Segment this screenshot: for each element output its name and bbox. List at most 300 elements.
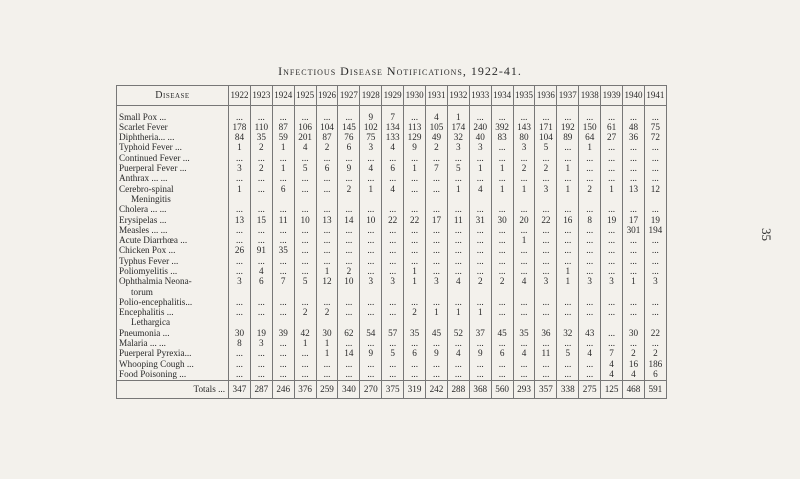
table-cell: ... (404, 106, 426, 123)
table-cell (601, 287, 623, 297)
table-cell: ... (272, 225, 294, 235)
table-cell: ... (513, 297, 535, 307)
table-cell: ... (535, 106, 557, 123)
table-cell: ... (250, 106, 272, 123)
table-cell: 1 (404, 277, 426, 287)
table-cell (513, 287, 535, 297)
table-cell (447, 318, 469, 328)
table-cell: 9 (338, 163, 360, 173)
table-cell: ... (535, 153, 557, 163)
table-cell: ... (360, 246, 382, 256)
table-cell: ... (557, 236, 579, 246)
table-row (117, 328, 667, 338)
table-cell (382, 194, 404, 204)
table-cell: ... (469, 153, 491, 163)
table-cell: ... (338, 174, 360, 184)
table-cell: 4 (601, 369, 623, 380)
table-cell: ... (294, 246, 316, 256)
table-cell: ... (426, 256, 448, 266)
table-cell: ... (360, 308, 382, 318)
table-cell: 15 (250, 215, 272, 225)
table-cell: ... (294, 225, 316, 235)
table-cell: ... (601, 266, 623, 276)
table-cell: ... (294, 205, 316, 215)
table-cell: ... (229, 266, 251, 276)
table-cell: ... (360, 339, 382, 349)
table-cell: ... (360, 205, 382, 215)
table-cell: 1 (557, 277, 579, 287)
table-cell: ... (404, 174, 426, 184)
table-cell: 1 (447, 308, 469, 318)
table-cell: ... (316, 174, 338, 184)
table-cell: 62 (338, 328, 360, 338)
table-cell: ... (250, 308, 272, 318)
table-cell: 301 (623, 225, 645, 235)
table-cell: 87 (272, 122, 294, 132)
table-row (117, 349, 667, 359)
table-cell: 6 (404, 349, 426, 359)
table-cell: 30 (316, 328, 338, 338)
table-cell: ... (447, 359, 469, 369)
table-cell: ... (294, 236, 316, 246)
table-cell: ... (360, 236, 382, 246)
column-header-year: 1927 (338, 86, 360, 106)
table-cell: ... (535, 174, 557, 184)
table-row (117, 256, 667, 266)
totals-cell: 246 (272, 380, 294, 398)
table-cell (644, 194, 666, 204)
table-cell: ... (601, 328, 623, 338)
table-cell: 6 (491, 349, 513, 359)
table-cell: 2 (535, 163, 557, 173)
table-cell: 9 (469, 349, 491, 359)
table-cell: ... (644, 308, 666, 318)
table-cell: ... (469, 339, 491, 349)
table-row (117, 318, 667, 328)
table-cell (426, 287, 448, 297)
table-cell: ... (623, 163, 645, 173)
table-cell (535, 318, 557, 328)
table-cell: ... (272, 256, 294, 266)
disease-name: Whooping Cough ... (117, 359, 229, 369)
table-cell: 27 (601, 133, 623, 143)
table-cell: ... (316, 297, 338, 307)
table-cell: ... (644, 163, 666, 173)
table-cell: ... (250, 256, 272, 266)
table-cell: ... (557, 153, 579, 163)
table-cell: 6 (316, 163, 338, 173)
table-cell: ... (382, 297, 404, 307)
table-cell: 84 (229, 133, 251, 143)
table-cell: 9 (360, 349, 382, 359)
table-cell: ... (272, 349, 294, 359)
table-row (117, 194, 667, 204)
table-cell: ... (404, 369, 426, 380)
totals-cell: 368 (469, 380, 491, 398)
totals-cell: 287 (250, 380, 272, 398)
table-cell: ... (469, 174, 491, 184)
table-cell: 143 (513, 122, 535, 132)
column-header-year: 1930 (404, 86, 426, 106)
table-cell: 4 (382, 184, 404, 194)
table-cell: 36 (623, 133, 645, 143)
table-cell: ... (272, 236, 294, 246)
table-cell: 110 (250, 122, 272, 132)
table-row (117, 153, 667, 163)
table-cell (644, 287, 666, 297)
table-cell: ... (272, 359, 294, 369)
disease-name: Ophthalmia Neona- (117, 277, 229, 287)
disease-name: Measles ... ... (117, 225, 229, 235)
table-cell: ... (601, 256, 623, 266)
table-cell: 9 (404, 143, 426, 153)
disease-name: Anthrax ... ... (117, 174, 229, 184)
table-cell (469, 194, 491, 204)
table-cell (294, 287, 316, 297)
disease-name: Erysipelas ... (117, 215, 229, 225)
table-cell: ... (338, 359, 360, 369)
table-cell: 17 (623, 215, 645, 225)
table-cell: ... (557, 339, 579, 349)
table-cell: ... (469, 359, 491, 369)
table-body (117, 106, 667, 399)
table-cell: ... (447, 266, 469, 276)
totals-cell: 288 (447, 380, 469, 398)
table-cell: ... (579, 174, 601, 184)
disease-name: Polio-encephalitis... (117, 297, 229, 307)
table-cell: 11 (535, 349, 557, 359)
table-cell: ... (623, 174, 645, 184)
table-cell: 7 (601, 349, 623, 359)
table-cell: ... (272, 308, 294, 318)
table-cell: ... (426, 266, 448, 276)
table-cell: ... (338, 256, 360, 266)
table-cell: 2 (250, 163, 272, 173)
totals-cell: 375 (382, 380, 404, 398)
table-cell: 3 (250, 339, 272, 349)
table-row (117, 225, 667, 235)
disease-name: Typhoid Fever ... (117, 143, 229, 153)
table-cell: ... (316, 205, 338, 215)
table-cell: ... (535, 308, 557, 318)
table-cell: ... (229, 308, 251, 318)
table-cell: ... (426, 236, 448, 246)
column-header-year: 1935 (513, 86, 535, 106)
column-header-year: 1924 (272, 86, 294, 106)
table-cell: ... (557, 225, 579, 235)
table-cell: ... (513, 339, 535, 349)
table-cell: 4 (469, 184, 491, 194)
table-cell: ... (404, 246, 426, 256)
table-cell: ... (360, 359, 382, 369)
table-cell: ... (644, 153, 666, 163)
table-cell: 37 (469, 328, 491, 338)
table-cell: ... (272, 339, 294, 349)
table-cell: ... (469, 236, 491, 246)
table-cell: ... (491, 143, 513, 153)
totals-cell: 340 (338, 380, 360, 398)
table-cell: 3 (229, 277, 251, 287)
table-cell: ... (404, 205, 426, 215)
table-cell: 10 (360, 215, 382, 225)
table-cell: 13 (623, 184, 645, 194)
table-cell: ... (623, 143, 645, 153)
table-row (117, 236, 667, 246)
table-cell: ... (382, 205, 404, 215)
column-header-year: 1940 (623, 86, 645, 106)
table-cell: 35 (513, 328, 535, 338)
table-cell: 19 (601, 215, 623, 225)
totals-row (117, 380, 667, 398)
table-cell: 11 (447, 215, 469, 225)
table-cell (229, 194, 251, 204)
table-cell: 5 (535, 143, 557, 153)
table-cell: 8 (579, 215, 601, 225)
table-cell (360, 194, 382, 204)
table-cell: ... (272, 106, 294, 123)
table-cell: 2 (338, 266, 360, 276)
column-header-year: 1934 (491, 86, 513, 106)
table-cell: ... (557, 308, 579, 318)
table-cell (601, 194, 623, 204)
table-cell: 113 (404, 122, 426, 132)
table-cell: ... (229, 256, 251, 266)
table-cell: ... (338, 369, 360, 380)
table-cell: 1 (623, 277, 645, 287)
table-cell: ... (229, 349, 251, 359)
table-cell: 1 (316, 266, 338, 276)
table-cell: 1 (557, 163, 579, 173)
table-cell: 6 (644, 369, 666, 380)
table-cell: ... (229, 236, 251, 246)
table-cell: 2 (623, 349, 645, 359)
table-cell: ... (229, 225, 251, 235)
table-cell: ... (338, 297, 360, 307)
table-cell: ... (579, 225, 601, 235)
table-cell: ... (601, 174, 623, 184)
table-cell: 4 (294, 143, 316, 153)
table-cell: ... (229, 106, 251, 123)
table-cell: ... (426, 174, 448, 184)
table-cell: 186 (644, 359, 666, 369)
table-cell: 106 (294, 122, 316, 132)
table-cell: ... (644, 106, 666, 123)
table-cell: ... (382, 236, 404, 246)
table-cell (491, 194, 513, 204)
table-cell: 1 (491, 163, 513, 173)
table-cell: ... (623, 339, 645, 349)
table-cell: 1 (557, 184, 579, 194)
table-cell: 10 (294, 215, 316, 225)
table-cell: 89 (557, 133, 579, 143)
table-cell: 1 (316, 349, 338, 359)
table-cell: ... (513, 205, 535, 215)
table-cell (557, 194, 579, 204)
table-cell: ... (360, 256, 382, 266)
table-row (117, 277, 667, 287)
table-cell: ... (644, 266, 666, 276)
table-cell (382, 287, 404, 297)
table-cell: ... (426, 359, 448, 369)
table-cell (316, 318, 338, 328)
table-cell: 1 (404, 163, 426, 173)
table-cell: 91 (250, 246, 272, 256)
disease-name: Chicken Pox ... (117, 246, 229, 256)
table-cell: 1 (229, 143, 251, 153)
table-cell: ... (426, 184, 448, 194)
table-cell: ... (447, 339, 469, 349)
table-cell: 4 (382, 143, 404, 153)
table-cell: ... (382, 266, 404, 276)
table-cell: 1 (469, 308, 491, 318)
table-cell: ... (557, 143, 579, 153)
table-cell: 3 (229, 163, 251, 173)
table-cell: ... (250, 369, 272, 380)
table-cell: ... (338, 205, 360, 215)
table-cell (644, 318, 666, 328)
table-row (117, 359, 667, 369)
table-cell: ... (579, 359, 601, 369)
table-cell: ... (229, 297, 251, 307)
table-cell: ... (644, 174, 666, 184)
table-cell: ... (426, 339, 448, 349)
table-cell: 3 (601, 277, 623, 287)
table-cell: ... (229, 205, 251, 215)
table-cell: 5 (447, 163, 469, 173)
table-cell: ... (644, 143, 666, 153)
table-cell: 1 (601, 184, 623, 194)
table-cell: ... (469, 225, 491, 235)
table-row (117, 369, 667, 380)
table-cell: ... (601, 143, 623, 153)
table-cell: 2 (469, 277, 491, 287)
column-header-year: 1926 (316, 86, 338, 106)
table-cell: ... (579, 266, 601, 276)
table-cell (579, 194, 601, 204)
table-cell: ... (404, 225, 426, 235)
table-cell (250, 318, 272, 328)
table-cell: 7 (272, 277, 294, 287)
table-cell: ... (229, 359, 251, 369)
table-cell: ... (360, 174, 382, 184)
table-cell: 1 (557, 266, 579, 276)
table-cell: 4 (513, 349, 535, 359)
table-cell: ... (316, 236, 338, 246)
disease-name: Lethargica (117, 318, 229, 328)
table-cell (557, 287, 579, 297)
table-cell: 3 (513, 143, 535, 153)
table-cell: ... (360, 266, 382, 276)
table-cell: ... (601, 153, 623, 163)
table-cell: 22 (404, 215, 426, 225)
table-cell: 1 (513, 184, 535, 194)
table-cell (469, 287, 491, 297)
table-cell: 1 (229, 184, 251, 194)
table-cell: ... (579, 106, 601, 123)
table-cell: ... (601, 205, 623, 215)
table-cell: 36 (535, 328, 557, 338)
table-cell: 45 (426, 328, 448, 338)
table-cell: 4 (601, 359, 623, 369)
table-cell: ... (272, 297, 294, 307)
table-row (117, 184, 667, 194)
table-cell (404, 194, 426, 204)
table-cell: ... (250, 184, 272, 194)
totals-cell: 560 (491, 380, 513, 398)
notifications-table (116, 85, 667, 399)
totals-cell: 357 (535, 380, 557, 398)
table-cell: ... (513, 153, 535, 163)
table-cell: 1 (360, 184, 382, 194)
table-cell: 194 (644, 225, 666, 235)
column-header-year: 1937 (557, 86, 579, 106)
table-cell: ... (316, 225, 338, 235)
table-cell: 32 (447, 133, 469, 143)
table-cell: 145 (338, 122, 360, 132)
table-cell (404, 287, 426, 297)
table-cell: 392 (491, 122, 513, 132)
table-cell: ... (557, 369, 579, 380)
table-cell (294, 318, 316, 328)
totals-cell: 242 (426, 380, 448, 398)
table-cell: 16 (623, 359, 645, 369)
table-row (117, 133, 667, 143)
table-cell: ... (491, 369, 513, 380)
table-cell: ... (491, 266, 513, 276)
table-cell (229, 318, 251, 328)
table-cell: 192 (557, 122, 579, 132)
table-cell: ... (316, 153, 338, 163)
table-cell (338, 194, 360, 204)
table-cell: ... (557, 297, 579, 307)
column-header-year: 1923 (250, 86, 272, 106)
table-cell: 13 (229, 215, 251, 225)
table-cell: ... (338, 339, 360, 349)
table-cell (316, 194, 338, 204)
disease-name: Cholera ... ... (117, 205, 229, 215)
table-cell (623, 287, 645, 297)
table-cell (601, 318, 623, 328)
totals-cell: 259 (316, 380, 338, 398)
table-cell: ... (447, 205, 469, 215)
table-cell: 3 (535, 277, 557, 287)
table-cell: ... (623, 297, 645, 307)
disease-name: Food Poisoning ... (117, 369, 229, 380)
table-cell: ... (491, 205, 513, 215)
table-cell (535, 287, 557, 297)
table-cell: ... (447, 369, 469, 380)
table-cell: ... (250, 153, 272, 163)
table-cell: ... (426, 369, 448, 380)
table-cell: 45 (491, 328, 513, 338)
table-cell: ... (557, 106, 579, 123)
table-cell: ... (535, 297, 557, 307)
table-cell: 54 (360, 328, 382, 338)
disease-name: Puerperal Pyrexia... (117, 349, 229, 359)
column-header-year: 1941 (644, 86, 666, 106)
table-cell: ... (535, 236, 557, 246)
table-cell: ... (469, 246, 491, 256)
table-cell (513, 194, 535, 204)
table-cell: ... (250, 359, 272, 369)
table-cell: 16 (557, 215, 579, 225)
totals-cell: 319 (404, 380, 426, 398)
table-cell: ... (579, 256, 601, 266)
table-cell: ... (426, 246, 448, 256)
table-cell: 2 (513, 163, 535, 173)
table-cell: 20 (513, 215, 535, 225)
table-cell: ... (360, 297, 382, 307)
